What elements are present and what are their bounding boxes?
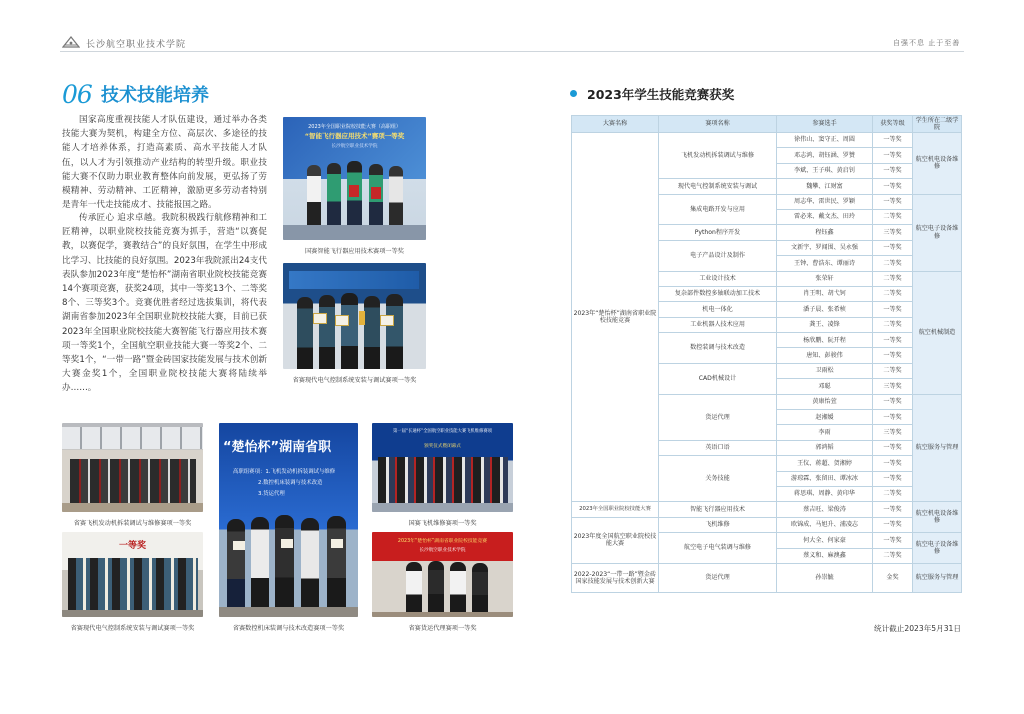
participants-cell: 潘子晨、张希桢 — [777, 302, 873, 317]
school-cell: 航空机械制造 — [913, 271, 962, 394]
event-cell: 航空电子电气装调与维修 — [659, 533, 777, 564]
event-cell: 电子产品设计及制作 — [659, 240, 777, 271]
event-cell: 现代电气控制系统安装与调试 — [659, 179, 777, 194]
person — [472, 563, 488, 612]
banner-item: 高职组赛项：1.飞机发动机拆装调试与维修 — [233, 469, 336, 475]
photo-cnc-award — [219, 423, 358, 617]
photo-caption: 省赛货运代理赛项一等奖 — [408, 625, 477, 632]
table-row — [572, 563, 962, 592]
person — [389, 166, 403, 225]
intro-paragraph: 国家高度重视技能人才队伍建设，通过举办各类技能大赛为契机，构建全方位、高层次、多途径的技能人才培养体系，打造高素质、高水平技能人才队伍，以人才为引领推动产业结构的转型升级。职业技能大赛不仅助力职业教育整体向前发展，更弘扬了劳模精神、劳动精神、工匠精神，激励更多劳动者特别是青年一代走技能成才、技能报国之路。 — [62, 115, 267, 211]
event-cell: Python程序开发 — [659, 225, 777, 240]
photo-electrical-award — [283, 263, 426, 369]
stage-floor — [283, 225, 426, 240]
certificate — [380, 315, 394, 326]
header-event: 赛项名称 — [659, 116, 777, 133]
person — [406, 562, 422, 612]
event-cell: 飞机发动机拆装调试与维修 — [659, 133, 777, 179]
photo-caption: 省赛现代电气控制系统安装与调试赛项一等奖 — [292, 377, 417, 384]
certificate — [331, 539, 343, 548]
person — [319, 295, 335, 369]
photo-engine-award — [62, 423, 203, 512]
event-cell: 复杂部件数控多轴联动加工技术 — [659, 286, 777, 301]
floor — [62, 610, 203, 617]
school-cell: 航空电子设备维修 — [913, 533, 962, 564]
event-cell: 工业机器人技术应用 — [659, 317, 777, 332]
level-cell: 金奖 — [873, 563, 913, 592]
floor — [372, 612, 513, 617]
photo-banner-line3: 长沙航空职业技术学院 — [331, 144, 378, 149]
header-level: 获奖等级 — [873, 116, 913, 133]
person — [450, 562, 466, 612]
certificate — [233, 541, 245, 550]
event-cell: 飞机维修 — [659, 517, 777, 532]
level-cell: 二等奖 — [873, 317, 913, 332]
level-cell: 一等奖 — [873, 533, 913, 548]
photo-backdrop-text — [289, 271, 419, 289]
level-cell: 一等奖 — [873, 440, 913, 455]
certificate — [335, 315, 349, 326]
level-cell: 一等奖 — [873, 517, 913, 532]
photo-caption: 国赛飞机维修赛项一等奖 — [408, 520, 477, 527]
person — [307, 165, 321, 225]
school-name: 长沙航空职业技术学院 — [86, 40, 187, 50]
banner-item: 2.数控机床装调与技术改造 — [258, 480, 323, 486]
level-cell: 一等奖 — [873, 179, 913, 194]
participants-cell: 李雨 — [777, 425, 873, 440]
level-cell: 三等奖 — [873, 225, 913, 240]
trophy — [359, 311, 365, 325]
photo-electrical-award-2 — [62, 532, 203, 617]
level-cell: 一等奖 — [873, 456, 913, 471]
level-cell: 一等奖 — [873, 333, 913, 348]
participants-cell: 徐伟山、窦守正、周圆 — [777, 133, 873, 148]
photo-freight-award — [372, 532, 513, 617]
person — [297, 297, 313, 369]
participants-cell: 李斌、王子琪、黄启钊 — [777, 163, 873, 178]
participants-cell: 邓志鸿、胡钰涵、罗赞 — [777, 148, 873, 163]
participants-cell: 黄康怡萱 — [777, 394, 873, 409]
level-cell: 一等奖 — [873, 410, 913, 425]
level-cell: 一等奖 — [873, 148, 913, 163]
event-cell: 关务技能 — [659, 456, 777, 502]
header-competition: 大赛名称 — [572, 116, 659, 133]
banner-text: 一等奖 — [118, 541, 146, 551]
event-cell: 工业设计技术 — [659, 271, 777, 286]
person — [227, 519, 245, 607]
banner-title: “楚怡杯”湖南省职 — [223, 440, 332, 455]
school-motto: 自强不息 止于至善 — [893, 39, 961, 47]
detail-paragraph: 传承匠心 追求卓越。我院积极践行航修精神和工匠精神，以职业院校技能竞赛为抓手，营造“以赛促教，以赛促学，赛教结合”的良好氛围，在学生中形成比学习、比技能的良好氛围。2023年我院派出24支代表队参加2023年度“楚怡杯”湖南省职业院校技能竞赛14个赛项竞赛，获奖24项，其中一等奖13个、二等奖8个、三等奖3个。竞赛优胜者经过选拔集训，将代表湖南省参加2023年全国职业院校技能大赛，目前已获2023年全国职业院校技能大赛智能飞行器应用技术赛项一等奖1个，全国航空职业技能大赛一等奖2个、二等奖1个，“一带一路”暨金砖国家技能发展与技术创新大赛金奖1个，全国职业院校技能大赛将陆续举办……。 — [62, 213, 267, 394]
competition-cell: 2023年度全国航空职业院校技能大赛 — [572, 517, 659, 563]
photo-caption: 国赛智能飞行器应用技术赛项一等奖 — [305, 248, 404, 255]
participants-cell: 魏攀、江财富 — [777, 179, 873, 194]
participants-cell: 肖王明、胡弋钶 — [777, 286, 873, 301]
certificate — [281, 539, 293, 548]
header-school: 学生所在二级学院 — [913, 116, 962, 133]
participants-cell: 雷必来、戴文杰、田玲 — [777, 209, 873, 224]
event-cell: 数控装调与技术改造 — [659, 333, 777, 364]
certificate — [349, 185, 359, 197]
photo-caption: 省赛数控机床装调与技术改造赛项一等奖 — [232, 625, 345, 632]
level-cell: 一等奖 — [873, 194, 913, 209]
participants-cell: 郭鸿韬 — [777, 440, 873, 455]
level-cell: 二等奖 — [873, 256, 913, 271]
participants-cell: 王钟、曹浩东、谭丽诗 — [777, 256, 873, 271]
participants-cell: 卫雨松 — [777, 363, 873, 378]
level-cell: 二等奖 — [873, 486, 913, 501]
table-row — [572, 517, 962, 532]
person — [386, 294, 403, 369]
school-logo-icon — [62, 36, 80, 48]
banner-text: 2023年“楚怡杯”湖南省职业院校技能竞赛 — [397, 539, 488, 544]
level-cell: 二等奖 — [873, 271, 913, 286]
header-participants: 参赛选手 — [777, 116, 873, 133]
header-divider — [60, 51, 964, 52]
banner-text: 第一届“长通杯”全国航空职业技能大赛飞机维修赛项 — [393, 429, 492, 434]
person — [301, 518, 319, 607]
participants-cell: 张荣轩 — [777, 271, 873, 286]
event-cell: 英语口语 — [659, 440, 777, 455]
photo-caption: 省赛现代电气控制系统安装与调试赛项一等奖 — [70, 625, 195, 632]
person — [251, 517, 269, 607]
group-people — [68, 558, 198, 610]
floor — [372, 503, 513, 512]
group-people — [70, 459, 196, 503]
banner-text: 颁奖仪式暨闭幕式 — [424, 444, 461, 449]
awards-table-title: 2023年学生技能竞赛获奖 — [587, 87, 735, 102]
participants-cell: 龚王、凌锋 — [777, 317, 873, 332]
photo-banner-line1: 2023年全国职业院校技能大赛（高职组） — [308, 124, 401, 130]
event-cell: 智能飞行器应用技术 — [659, 502, 777, 517]
school-cell: 航空机电设备维修 — [913, 133, 962, 195]
participants-cell: 何大全、何家豪 — [777, 533, 873, 548]
section-number: 06 — [62, 80, 92, 109]
competition-cell: 2022-2023“一带一路”暨金砖国家技能发展与技术创新大赛 — [572, 563, 659, 592]
level-cell: 一等奖 — [873, 471, 913, 486]
participants-cell: 欧锦成、马旭升、浦凌志 — [777, 517, 873, 532]
photo-drone-award — [283, 117, 426, 240]
floor — [62, 503, 203, 512]
participants-cell: 蔡吉旺、梁俊涛 — [777, 502, 873, 517]
school-cell: 航空电子设备维修 — [913, 194, 962, 271]
competition-cell: 2023年全国职业院校技能大赛 — [572, 502, 659, 517]
table-row — [572, 502, 962, 517]
participants-cell: 唐知、彭骏伟 — [777, 348, 873, 363]
person — [428, 561, 444, 612]
participants-cell: 赵湘媛 — [777, 410, 873, 425]
level-cell: 一等奖 — [873, 348, 913, 363]
level-cell: 二等奖 — [873, 363, 913, 378]
level-cell: 一等奖 — [873, 163, 913, 178]
event-cell: 货运代理 — [659, 394, 777, 440]
floor — [219, 607, 358, 617]
person — [341, 293, 358, 369]
school-cell: 航空服务与管理 — [913, 394, 962, 502]
level-cell: 二等奖 — [873, 548, 913, 563]
photo-caption: 省赛飞机发动机拆装调试与维修赛项一等奖 — [73, 520, 192, 527]
level-cell: 一等奖 — [873, 302, 913, 317]
participants-cell: 程钰鑫 — [777, 225, 873, 240]
statistics-footnote: 统计截止2023年5月31日 — [874, 624, 961, 633]
banner-item: 3.货运代理 — [258, 491, 285, 497]
person — [327, 163, 341, 225]
level-cell: 一等奖 — [873, 502, 913, 517]
window — [62, 427, 203, 449]
level-cell: 三等奖 — [873, 425, 913, 440]
level-cell: 二等奖 — [873, 209, 913, 224]
person — [364, 296, 380, 369]
participants-cell: 蔡义和、麻澳鑫 — [777, 548, 873, 563]
certificate — [371, 187, 381, 199]
participants-cell: 文新宇、罗闻围、吴永强 — [777, 240, 873, 255]
school-cell: 航空机电设备维修 — [913, 502, 962, 533]
event-cell: 货运代理 — [659, 563, 777, 592]
table-header-row — [572, 116, 962, 133]
school-cell: 航空服务与管理 — [913, 563, 962, 592]
participants-cell: 蒋思琪、周静、黄印华 — [777, 486, 873, 501]
level-cell: 二等奖 — [873, 286, 913, 301]
photo-banner-line2: “智能飞行器应用技术”赛项一等奖 — [304, 132, 405, 140]
level-cell: 一等奖 — [873, 240, 913, 255]
level-cell: 三等奖 — [873, 379, 913, 394]
table-row — [572, 133, 962, 148]
participants-cell: 王仪、蒋超、贺湘婷 — [777, 456, 873, 471]
title-bullet-icon — [570, 90, 577, 97]
certificate — [313, 313, 327, 324]
participants-cell: 邓聪 — [777, 379, 873, 394]
level-cell: 一等奖 — [873, 394, 913, 409]
group-people — [378, 457, 508, 503]
level-cell: 一等奖 — [873, 133, 913, 148]
person — [327, 516, 346, 607]
participants-cell: 游琼霖、张留田、谭冰冰 — [777, 471, 873, 486]
person — [275, 515, 294, 607]
participants-cell: 孙崇毓 — [777, 563, 873, 592]
event-cell: 集成电路开发与应用 — [659, 194, 777, 225]
event-cell: CAD机械设计 — [659, 363, 777, 394]
photo-aircraft-maintenance-award — [372, 423, 513, 512]
awards-table — [571, 115, 962, 593]
competition-cell: 2023年“楚怡杯”湖南省职业院校技能竞赛 — [572, 133, 659, 502]
section-title: 技术技能培养 — [101, 85, 209, 106]
participants-cell: 杨欣鹏、阮开程 — [777, 333, 873, 348]
banner-text: 长沙航空职业技术学院 — [419, 548, 466, 553]
event-cell: 机电一体化 — [659, 302, 777, 317]
participants-cell: 周志华、雷世民、罗颖 — [777, 194, 873, 209]
